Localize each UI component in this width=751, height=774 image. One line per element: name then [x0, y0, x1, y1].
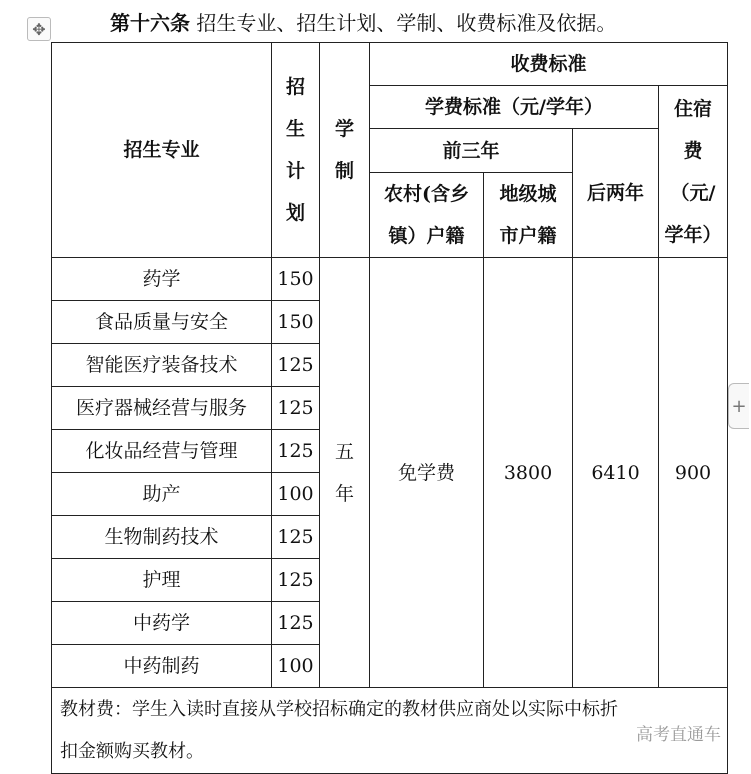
plan-cell: 125: [272, 516, 320, 559]
rural-fee-cell: 免学费: [370, 258, 484, 688]
last-two-fee-cell: 6410: [573, 258, 659, 688]
plan-cell: 150: [272, 301, 320, 344]
header-first-three-years: 前三年: [370, 129, 573, 173]
duration-cell: 五 年: [320, 258, 370, 688]
major-cell: 智能医疗装备技术: [52, 344, 272, 387]
header-tuition-standard: 学费标准（元/学年）: [370, 86, 659, 129]
header-plan: 招 生 计 划: [272, 43, 320, 258]
plan-cell: 100: [272, 645, 320, 688]
header-last-two-years: 后两年: [573, 129, 659, 258]
plan-cell: 125: [272, 602, 320, 645]
plan-cell: 125: [272, 387, 320, 430]
article-title: [110, 6, 616, 40]
major-cell: 生物制药技术: [52, 516, 272, 559]
watermark: 高考直通车: [636, 725, 721, 745]
major-cell: 中药学: [52, 602, 272, 645]
city-fee-cell: 3800: [484, 258, 573, 688]
header-major: 招生专业: [52, 43, 272, 258]
major-cell: 食品质量与安全: [52, 301, 272, 344]
major-cell: 医疗器械经营与服务: [52, 387, 272, 430]
dorm-fee-cell: 900: [659, 258, 728, 688]
plan-cell: 125: [272, 430, 320, 473]
move-icon[interactable]: ✥: [27, 17, 51, 41]
major-cell: 化妆品经营与管理: [52, 430, 272, 473]
major-cell: 助产: [52, 473, 272, 516]
fee-table: [51, 42, 728, 774]
header-city-registration: 地级城 市户籍: [484, 173, 573, 258]
plan-cell: 100: [272, 473, 320, 516]
header-dorm-fee: 住宿 费 （元/ 学年）: [659, 86, 728, 258]
plan-cell: 125: [272, 559, 320, 602]
header-duration: 学 制: [320, 43, 370, 258]
plus-icon[interactable]: +: [728, 383, 749, 429]
textbook-fee-note: 教材费：学生入读时直接从学校招标确定的教材供应商处以实际中标折 扣金额购买教材。: [52, 688, 728, 774]
major-cell: 中药制药: [52, 645, 272, 688]
article-text: 招生专业、招生计划、学制、收费标准及依据。: [196, 11, 617, 35]
plan-cell: 150: [272, 258, 320, 301]
header-fee-standard: 收费标准: [370, 43, 728, 86]
major-cell: 护理: [52, 559, 272, 602]
major-cell: 药学: [52, 258, 272, 301]
plan-cell: 125: [272, 344, 320, 387]
header-rural-registration: 农村(含乡 镇）户籍: [370, 173, 484, 258]
article-number: 第十六条: [110, 11, 190, 35]
